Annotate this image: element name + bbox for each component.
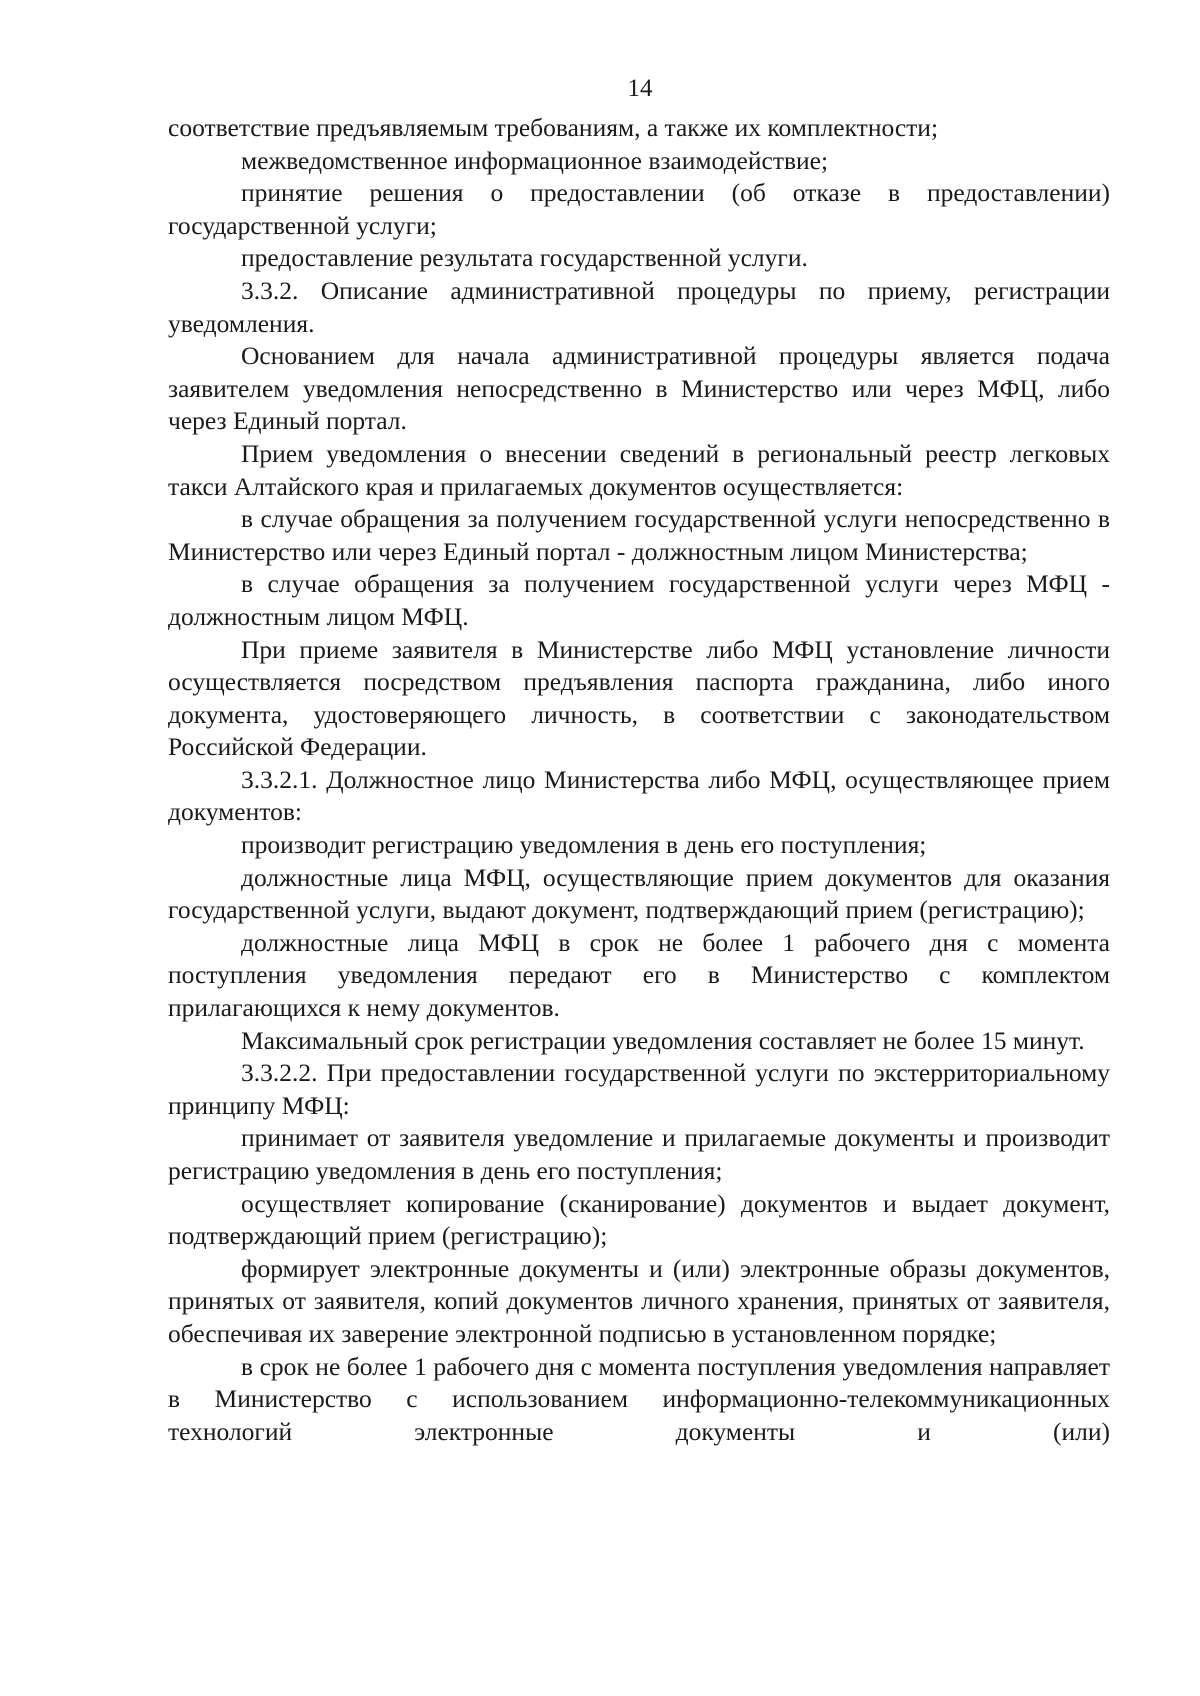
paragraph: формирует электронные документы и (или) электронные образы документов, принятых от заявителя, копий документов личного хранения, принятых от заявителя, обеспечивая их заверение электронной подписью в установленном порядке; xyxy=(168,1253,1110,1348)
paragraph: осуществляет копирование (сканирование) документов и выдает документ, подтверждающий прием (регистрацию); xyxy=(168,1188,1110,1251)
paragraph: принятие решения о предоставлении (об отказе в предоставлении) государственной услуги; xyxy=(168,178,1110,240)
page-number: 14 xyxy=(627,75,653,102)
paragraph: в случае обращения за получением государственной услуги непосредственно в Министерство или через Единый портал - должностным лицом Министерства; xyxy=(168,504,1110,566)
paragraph: 3.3.2. Описание административной процедуры по приему, регистрации уведомления. xyxy=(168,275,1110,338)
document-body xyxy=(168,112,1110,1448)
paragraph: 3.3.2.1. Должностное лицо Министерства либо МФЦ, осуществляющее прием документов: xyxy=(168,764,1110,827)
paragraph: должностные лица МФЦ в срок не более 1 рабочего дня с момента поступления уведомления передают его в Министерство с комплектом прилагающихся к нему документов. xyxy=(168,927,1110,1023)
paragraph: Прием уведомления о внесении сведений в региональный реестр легковых такси Алтайского края и прилагаемых документов осуществляется: xyxy=(168,438,1110,501)
paragraph: предоставление результата государственной услуги. xyxy=(241,243,808,273)
paragraph: Основанием для начала административной процедуры является подача заявителем уведомления непосредственно в Министерство или через МФЦ, либо через Единый портал. xyxy=(168,341,1110,436)
paragraph: производит регистрацию уведомления в день его поступления; xyxy=(241,830,927,860)
paragraph: в срок не более 1 рабочего дня с момента поступления уведомления направляет в Министерство с использованием информационно-телекоммуникационных технологий электронные документы и (или) xyxy=(168,1351,1110,1446)
paragraph: 3.3.2.2. При предоставлении государственной услуги по экстерриториальному принципу МФЦ: xyxy=(168,1058,1110,1120)
paragraph: должностные лица МФЦ, осуществляющие прием документов для оказания государственной услуги, выдают документ, подтверждающий прием (регистрацию); xyxy=(168,862,1110,925)
paragraph: межведомственное информационное взаимодействие; xyxy=(241,145,829,175)
paragraph: Максимальный срок регистрации уведомления составляет не более 15 минут. xyxy=(241,1025,1085,1055)
paragraph: соответствие предъявляемым требованиям, а также их комплектности; xyxy=(168,113,939,142)
paragraph: принимает от заявителя уведомление и прилагаемые документы и производит регистрацию уведомления в день его поступления; xyxy=(168,1123,1110,1185)
paragraph: в случае обращения за получением государственной услуги через МФЦ - должностным лицом МФЦ. xyxy=(168,569,1110,631)
paragraph: При приеме заявителя в Министерстве либо МФЦ установление личности осуществляется посредством предъявления паспорта гражданина, либо иного документа, удостоверяющего личность, в соответствии с законодательством Российской Федерации. xyxy=(168,634,1110,762)
